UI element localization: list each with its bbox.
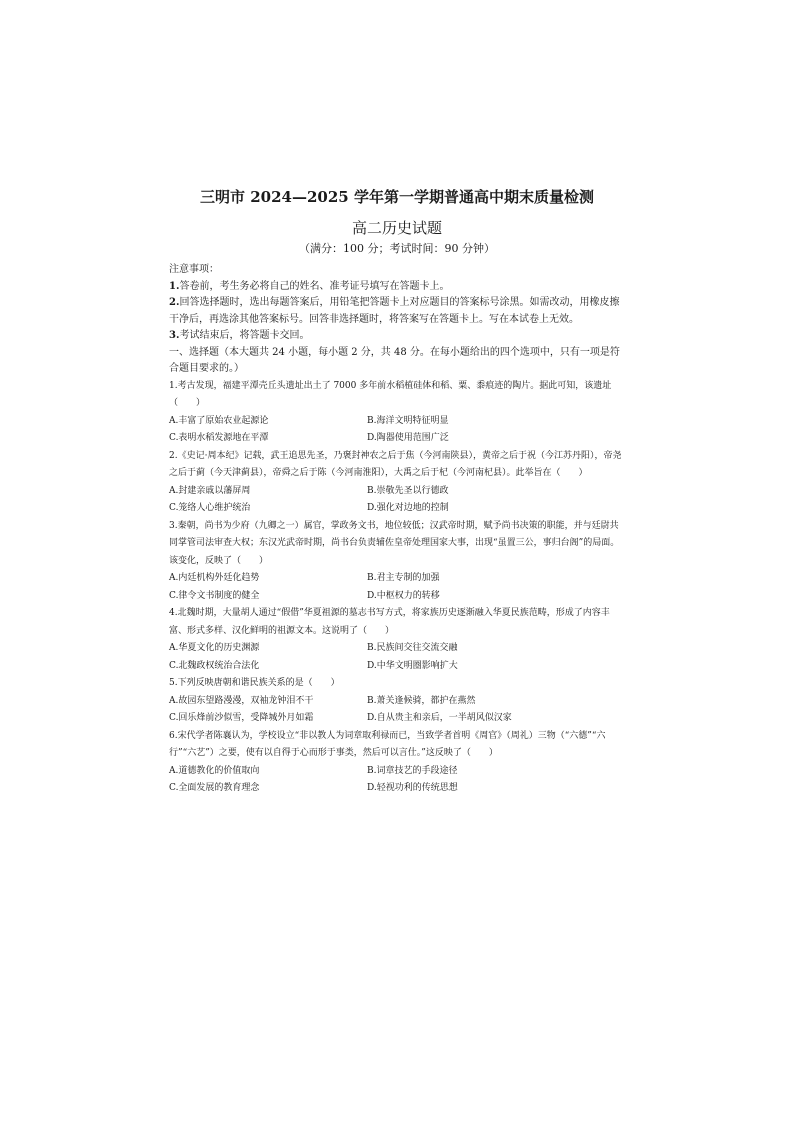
question-stem: 1.考古发现，福建平潭壳丘头遗址出土了 7000 多年前水稻植硅体和稻、粟、黍痕迹的陶片。据此可知，该遗址（ ） — [169, 380, 612, 408]
note-item — [169, 328, 625, 345]
option-c: C.回乐烽前沙似雪，受降城外月如霜 — [169, 713, 314, 723]
note-number: 1. — [169, 280, 180, 292]
option-b: B.萧关逢候骑，都护在燕然 — [367, 695, 476, 706]
note-text: 考试结束后，将答题卡交回。 — [179, 330, 310, 341]
exam-content — [169, 262, 625, 798]
note-number: 2. — [169, 297, 180, 308]
option-c: C.全面发展的教育理念 — [169, 783, 260, 793]
option-b: B.海洋文明特征明显 — [367, 415, 449, 426]
question-options — [169, 693, 625, 728]
option-d: D.轻视功利的传统思想 — [367, 783, 458, 793]
question-stem: 6.宋代学者陈襄认为，学校设立“非以教人为词章取利禄而已，当致学者首明《周官》（周礼）三物（“六德”“六行”“六艺”）之要，使有以自得于心而形于事类，然后可以言仕。”这反映了（ ） — [169, 730, 606, 758]
option-a: A.丰富了原始农业起源论 — [169, 415, 269, 426]
option-a: A.内廷机构外廷化趋势 — [169, 573, 260, 583]
option-a: A.道德教化的价值取向 — [169, 765, 260, 776]
option-b: B.民族间交往交流交融 — [367, 643, 458, 653]
option-d: D.中华文明圈影响扩大 — [367, 660, 458, 671]
question-stem: 2.《史记·周本纪》记载，武王追思先圣，乃褒封神农之后于焦（今河南陕县），黄帝之后于祝（今江苏丹阳），帝尧之后于蓟（今天津蓟县），帝舜之后于陈（今河南淮阳），大禹之后于杞（今河南杞县）。此举旨在（ ） — [169, 450, 622, 478]
option-d: D.强化对边地的控制 — [367, 503, 449, 513]
exam-title: 三明市 2024—2025 学年第一学期普通高中期末质量检测 — [200, 188, 594, 206]
note-text: 答卷前，考生务必将自己的姓名、准考证号填写在答题卡上。 — [179, 280, 450, 292]
question-stem: 4.北魏时期，大量胡人通过“假借”华夏祖源的墓志书写方式，将家族历史逐渐融入华夏民族范畴，形成了内容丰富、形式多样、汉化鲜明的祖源文本。这说明了（ ） — [169, 608, 610, 636]
question-options — [169, 483, 625, 518]
question-stem: 3.秦朝，尚书为少府（九卿之一）属官，掌政务文书，地位较低；汉武帝时期，赋予尚书决策的职能，并与廷尉共同掌管司法审查大权；东汉光武帝时期，尚书台负责辅佐皇帝处理国家大事，出现“虽置三公，事归台阁”的局面。该变化，反映了（ ） — [169, 520, 620, 566]
option-d: D.中枢权力的转移 — [367, 590, 440, 601]
option-b: B.君主专制的加强 — [367, 573, 440, 583]
note-text: 回答选择题时，选出每题答案后，用铅笔把答题卡上对应题目的答案标号涂黑。如需改动，用橡皮擦干净后，再选涂其他答案标号。回答非选择题时，将答案写在答题卡上。写在本试卷上无效。 — [169, 297, 620, 325]
notes-heading: 注意事项： — [169, 264, 219, 275]
option-c: C.笼络人心维护统治 — [169, 503, 251, 513]
question-options — [169, 570, 625, 605]
option-a: A.华夏文化的历史渊源 — [169, 643, 260, 653]
note-item — [169, 279, 625, 296]
option-c: C.北魏政权统治合法化 — [169, 660, 260, 671]
exam-subtitle: 高二历史试题 — [351, 219, 442, 237]
option-c: C.律令文书制度的健全 — [169, 590, 260, 601]
option-c: C.表明水稻发源地在平潭 — [169, 433, 269, 443]
option-a: A.封建亲戚以藩屏周 — [169, 485, 251, 496]
section-heading: 一、选择题（本大题共 24 小题，每小题 2 分，共 48 分。在每小题给出的四个选项中，只有一项是符合题目要求的。） — [169, 346, 620, 374]
option-b: B.词章技艺的手段途径 — [367, 765, 458, 776]
note-number: 3. — [169, 330, 180, 341]
option-d: D.陶器使用范围广泛 — [367, 433, 449, 443]
question-options — [169, 413, 625, 448]
option-a: A.故园东望路漫漫，双袖龙钟泪不干 — [169, 695, 314, 706]
option-b: B.崇敬先圣以行德政 — [367, 485, 449, 496]
question-options — [169, 763, 625, 798]
note-item — [169, 295, 625, 328]
question-options — [169, 640, 625, 675]
question-stem: 5.下列反映唐朝和谐民族关系的是（ ） — [169, 678, 340, 688]
option-d: D.自从贵主和亲后，一半胡风似汉家 — [367, 713, 512, 723]
exam-meta: （满分：100 分；考试时间：90 分钟） — [299, 242, 495, 255]
